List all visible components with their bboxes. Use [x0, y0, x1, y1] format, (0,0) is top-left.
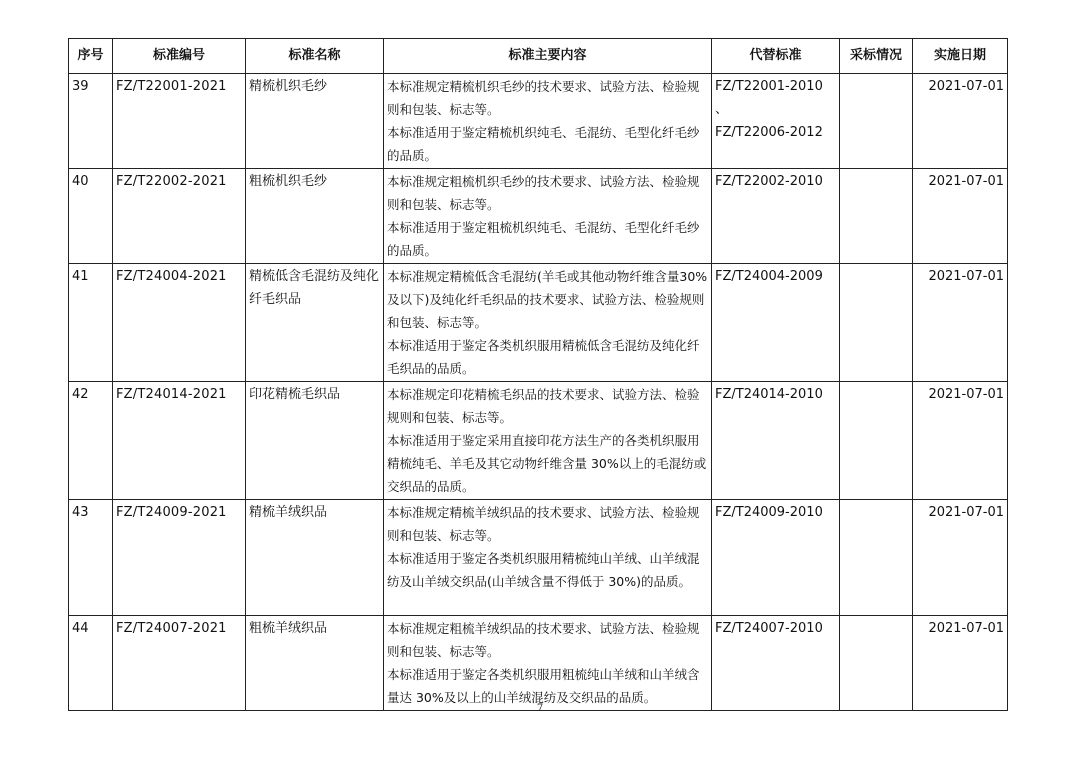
replaced-standard	[712, 616, 840, 711]
implementation-date: 2021-07-01	[913, 500, 1008, 616]
content-paragraph: 本标准适用于鉴定粗梳机织纯毛、毛混纺、毛型化纤毛纱的品质。	[387, 220, 700, 258]
header-adoption: 采标情况	[840, 39, 913, 74]
replaced-standard-code: FZ/T24009-2010	[715, 505, 823, 520]
content-paragraph: 本标准规定精梳羊绒织品的技术要求、试验方法、检验规则和包装、标志等。	[387, 505, 700, 543]
standard-content	[384, 500, 712, 616]
table-row	[69, 616, 1008, 711]
row-number: 40	[69, 169, 113, 264]
replaced-standard	[712, 500, 840, 616]
page-number: 7	[536, 703, 544, 714]
header-code: 标准编号	[113, 39, 246, 74]
header-date: 实施日期	[913, 39, 1008, 74]
content-paragraph: 本标准适用于鉴定各类机织服用精梳纯山羊绒、山羊绒混纺及山羊绒交织品(山羊绒含量不得低于 30%)的品质。	[387, 551, 700, 589]
row-number: 44	[69, 616, 113, 711]
replaced-standard-code: FZ/T24004-2009	[715, 269, 823, 284]
implementation-date: 2021-07-01	[913, 74, 1008, 169]
table-header-row	[69, 39, 1008, 74]
standard-code: FZ/T24009-2021	[113, 500, 246, 616]
standard-code: FZ/T24014-2021	[113, 382, 246, 500]
adoption-status	[840, 169, 913, 264]
table-row	[69, 500, 1008, 616]
standard-name: 印花精梳毛织品	[246, 382, 384, 500]
standard-code: FZ/T24007-2021	[113, 616, 246, 711]
header-name: 标准名称	[246, 39, 384, 74]
replaced-standard	[712, 169, 840, 264]
replaced-standard-code: FZ/T22006-2012	[715, 125, 823, 140]
content-paragraph: 本标准适用于鉴定精梳机织纯毛、毛混纺、毛型化纤毛纱的品质。	[387, 125, 700, 163]
implementation-date: 2021-07-01	[913, 382, 1008, 500]
row-number: 41	[69, 264, 113, 382]
standard-name: 精梳低含毛混纺及纯化纤毛织品	[246, 264, 384, 382]
implementation-date: 2021-07-01	[913, 264, 1008, 382]
standard-content	[384, 616, 712, 711]
implementation-date: 2021-07-01	[913, 616, 1008, 711]
replaced-standard	[712, 264, 840, 382]
header-replaced: 代替标准	[712, 39, 840, 74]
implementation-date: 2021-07-01	[913, 169, 1008, 264]
replaced-standard-code: FZ/T22001-2010 、	[715, 79, 823, 117]
content-paragraph: 本标准规定精梳机织毛纱的技术要求、试验方法、检验规则和包装、标志等。	[387, 79, 700, 117]
table-row	[69, 264, 1008, 382]
table-row	[69, 169, 1008, 264]
row-number: 43	[69, 500, 113, 616]
replaced-standard-code: FZ/T22002-2010	[715, 174, 823, 189]
standards-table	[68, 38, 1008, 711]
row-number: 39	[69, 74, 113, 169]
standard-code: FZ/T22001-2021	[113, 74, 246, 169]
standard-code: FZ/T24004-2021	[113, 264, 246, 382]
content-paragraph: 本标准适用于鉴定各类机织服用粗梳纯山羊绒和山羊绒含量达 30%及以上的山羊绒混纺及交织品的品质。	[387, 667, 700, 705]
content-paragraph: 本标准规定印花精梳毛织品的技术要求、试验方法、检验规则和包装、标志等。	[387, 387, 700, 425]
standard-content	[384, 264, 712, 382]
adoption-status	[840, 616, 913, 711]
adoption-status	[840, 264, 913, 382]
replaced-standard-code: FZ/T24007-2010	[715, 621, 823, 636]
adoption-status	[840, 500, 913, 616]
header-no: 序号	[69, 39, 113, 74]
replaced-standard	[712, 382, 840, 500]
standard-content	[384, 382, 712, 500]
standard-name: 粗梳羊绒织品	[246, 616, 384, 711]
content-paragraph: 本标准规定粗梳羊绒织品的技术要求、试验方法、检验规则和包装、标志等。	[387, 621, 700, 659]
adoption-status	[840, 74, 913, 169]
row-number: 42	[69, 382, 113, 500]
replaced-standard-code: FZ/T24014-2010	[715, 387, 823, 402]
standard-code: FZ/T22002-2021	[113, 169, 246, 264]
content-paragraph: 本标准适用于鉴定采用直接印花方法生产的各类机织服用精梳纯毛、羊毛及其它动物纤维含量 30%以上的毛混纺或交织品的品质。	[387, 433, 707, 494]
adoption-status	[840, 382, 913, 500]
standard-name: 粗梳机织毛纱	[246, 169, 384, 264]
content-paragraph: 本标准规定粗梳机织毛纱的技术要求、试验方法、检验规则和包装、标志等。	[387, 174, 700, 212]
content-paragraph: 本标准适用于鉴定各类机织服用精梳低含毛混纺及纯化纤毛织品的品质。	[387, 338, 700, 376]
table-row	[69, 74, 1008, 169]
standard-name: 精梳羊绒织品	[246, 500, 384, 616]
replaced-standard	[712, 74, 840, 169]
standard-name: 精梳机织毛纱	[246, 74, 384, 169]
standard-content	[384, 74, 712, 169]
standard-content	[384, 169, 712, 264]
table-row	[69, 382, 1008, 500]
content-paragraph: 本标准规定精梳低含毛混纺(羊毛或其他动物纤维含量30%及以下)及纯化纤毛织品的技术要求、试验方法、检验规则和包装、标志等。	[387, 269, 708, 330]
header-content: 标准主要内容	[384, 39, 712, 74]
